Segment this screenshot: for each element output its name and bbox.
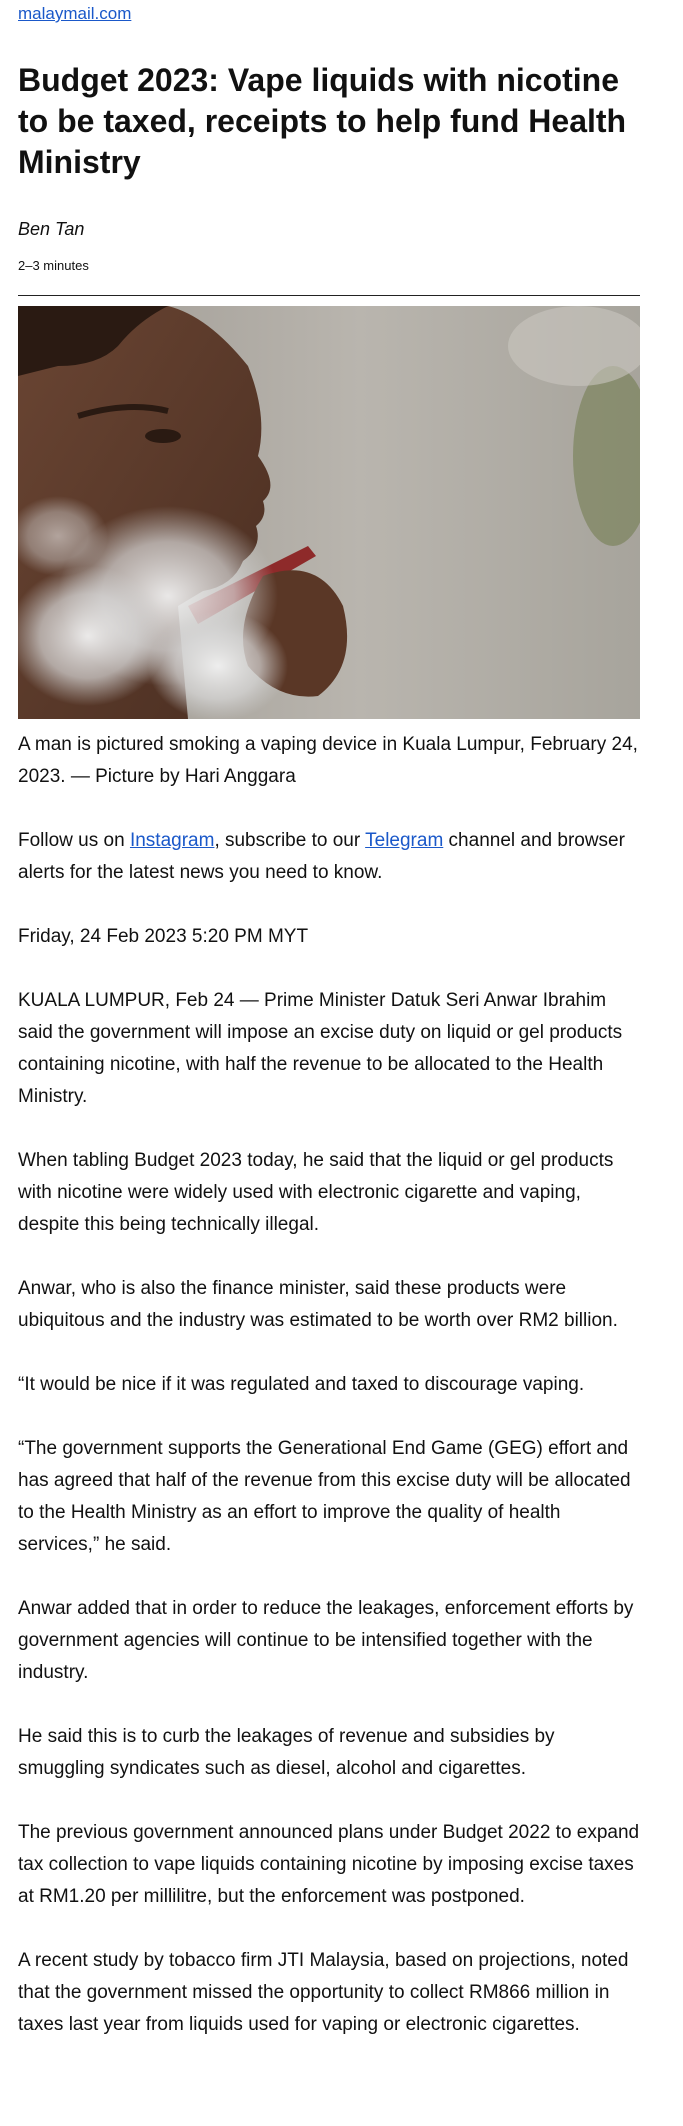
read-time: 2–3 minutes	[18, 258, 89, 273]
article-paragraph: When tabling Budget 2023 today, he said that the liquid or gel products with nicotine were widely used with electronic cigarette and vaping, despite this being technically illegal.	[18, 1150, 614, 1235]
follow-prefix: Follow us on	[18, 830, 130, 851]
article-paragraph: “It would be nice if it was regulated and taxed to discourage vaping.	[18, 1374, 585, 1395]
follow-us-text	[18, 825, 640, 889]
telegram-link[interactable]: Telegram	[365, 830, 444, 851]
article-paragraph: A recent study by tobacco firm JTI Malaysia, based on projections, noted that the government missed the opportunity to collect RM866 million in taxes last year from liquids used for vaping or electronic cigarettes.	[18, 1950, 629, 2035]
article-hero-image	[18, 306, 640, 719]
header-divider	[18, 295, 640, 296]
article-dateline: Friday, 24 Feb 2023 5:20 PM MYT	[18, 926, 309, 947]
article-paragraph: The previous government announced plans under Budget 2022 to expand tax collection to vape liquids containing nicotine by imposing excise taxes at RM1.20 per millilitre, but the enforcement was postponed.	[18, 1822, 640, 1907]
site-link[interactable]: malaymail.com	[18, 4, 132, 23]
image-caption: A man is pictured smoking a vaping device in Kuala Lumpur, February 24, 2023. — Picture by Hari Anggara	[18, 734, 638, 787]
follow-suffix: channel and browser alerts for the latest news you need to know.	[18, 830, 625, 883]
article-title: Budget 2023: Vape liquids with nicotine to be taxed, receipts to help fund Health Ministry	[18, 62, 627, 180]
article-paragraph: “The government supports the Generational End Game (GEG) effort and has agreed that half of the revenue from this excise duty will be allocated to the Health Ministry as an effort to improve the quality of health services,” he said.	[18, 1438, 631, 1555]
article-paragraph: He said this is to curb the leakages of revenue and subsidies by smuggling syndicates such as diesel, alcohol and cigarettes.	[18, 1726, 555, 1779]
instagram-link[interactable]: Instagram	[129, 830, 215, 851]
article-page	[0, 2, 683, 2126]
article-paragraph: Anwar added that in order to reduce the leakages, enforcement efforts by government agencies will continue to be intensified together with the industry.	[18, 1598, 634, 1683]
article-paragraph: KUALA LUMPUR, Feb 24 — Prime Minister Datuk Seri Anwar Ibrahim said the government will impose an excise duty on liquid or gel products containing nicotine, with half the revenue to be allocated to the Health Ministry.	[18, 990, 623, 1107]
article-paragraph: Anwar, who is also the finance minister, said these products were ubiquitous and the industry was estimated to be worth over RM2 billion.	[18, 1278, 618, 1331]
follow-middle: , subscribe to our	[214, 830, 366, 851]
article-author: Ben Tan	[18, 219, 85, 239]
